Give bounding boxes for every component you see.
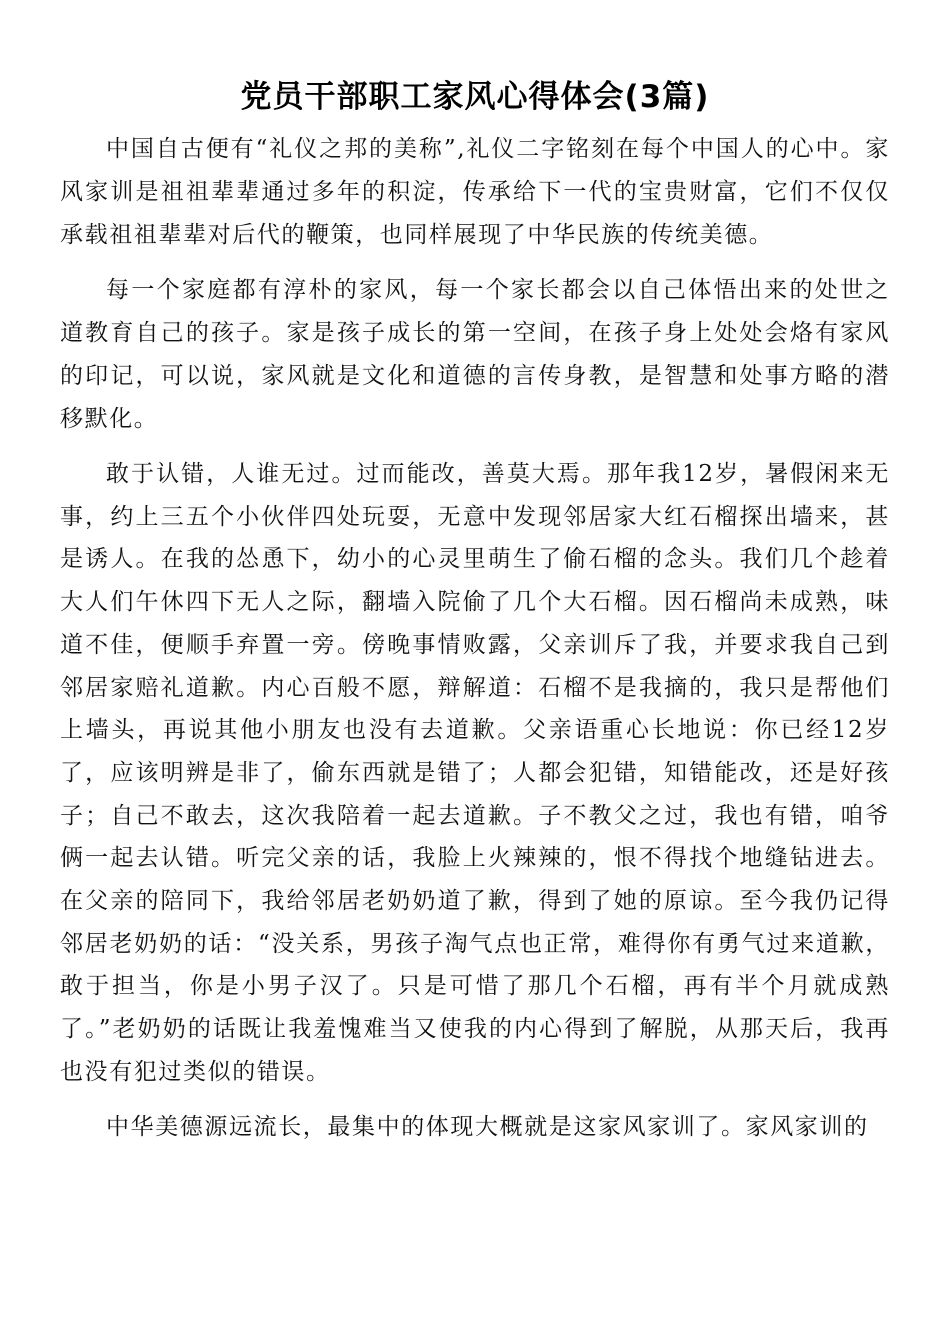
- paragraph-family-style: 每一个家庭都有淳朴的家风，每一个家长都会以自己体悟出来的处世之道教育自己的孩子。家是孩子成长的第一空间，在孩子身上处处会烙有家风的印记，可以说，家风就是文化和道德的言传身教，是智慧和处事方略的潜移默化。: [60, 277, 890, 432]
- paragraph-intro: 中国自古便有“礼仪之邦的美称”,礼仪二字铭刻在每个中国人的心中。家风家训是祖祖辈辈通过多年的积淀，传承给下一代的宝贵财富，它们不仅仅承载祖祖辈辈对后代的鞭策，也同样展现了中华民族的传统美德。: [60, 136, 890, 248]
- paragraph-story: 敢于认错，人谁无过。过而能改，善莫大焉。那年我12岁，暑假闲来无事，约上三五个小伙伴四处玩耍，无意中发现邻居家大红石榴探出墙来，甚是诱人。在我的怂恿下，幼小的心灵里萌生了偷石榴的念头。我们几个趁着大人们午休四下无人之际，翻墙入院偷了几个大石榴。因石榴尚未成熟，味道不佳，便顺手弃置一旁。傍晚事情败露，父亲训斥了我，并要求我自己到邻居家赔礼道歉。内心百般不愿，辩解道：石榴不是我摘的，我只是帮他们上墙头，再说其他小朋友也没有去道歉。父亲语重心长地说：你已经12岁了，应该明辨是非了，偷东西就是错了；人都会犯错，知错能改，还是好孩子；自己不敢去，这次我陪着一起去道歉。子不教父之过，我也有错，咱爷俩一起去认错。听完父亲的话，我脸上火辣辣的，恨不得找个地缝钻进去。在父亲的陪同下，我给邻居老奶奶道了歉，得到了她的原谅。至今我仍记得邻居老奶奶的话：“没关系，男孩子淘气点也正常，难得你有勇气过来道歉，敢于担当，你是小男子汉了。只是可惜了那几个石榴，再有半个月就成熟了。”老奶奶的话既让我羞愧难当又使我的内心得到了解脱，从那天后，我再也没有犯过类似的错误。: [60, 461, 890, 1085]
- document-title: 党员干部职工家风心得体会(3篇): [240, 79, 710, 115]
- paragraph-virtue: 中华美德源远流长，最集中的体现大概就是这家风家训了。家风家训的: [106, 1113, 869, 1140]
